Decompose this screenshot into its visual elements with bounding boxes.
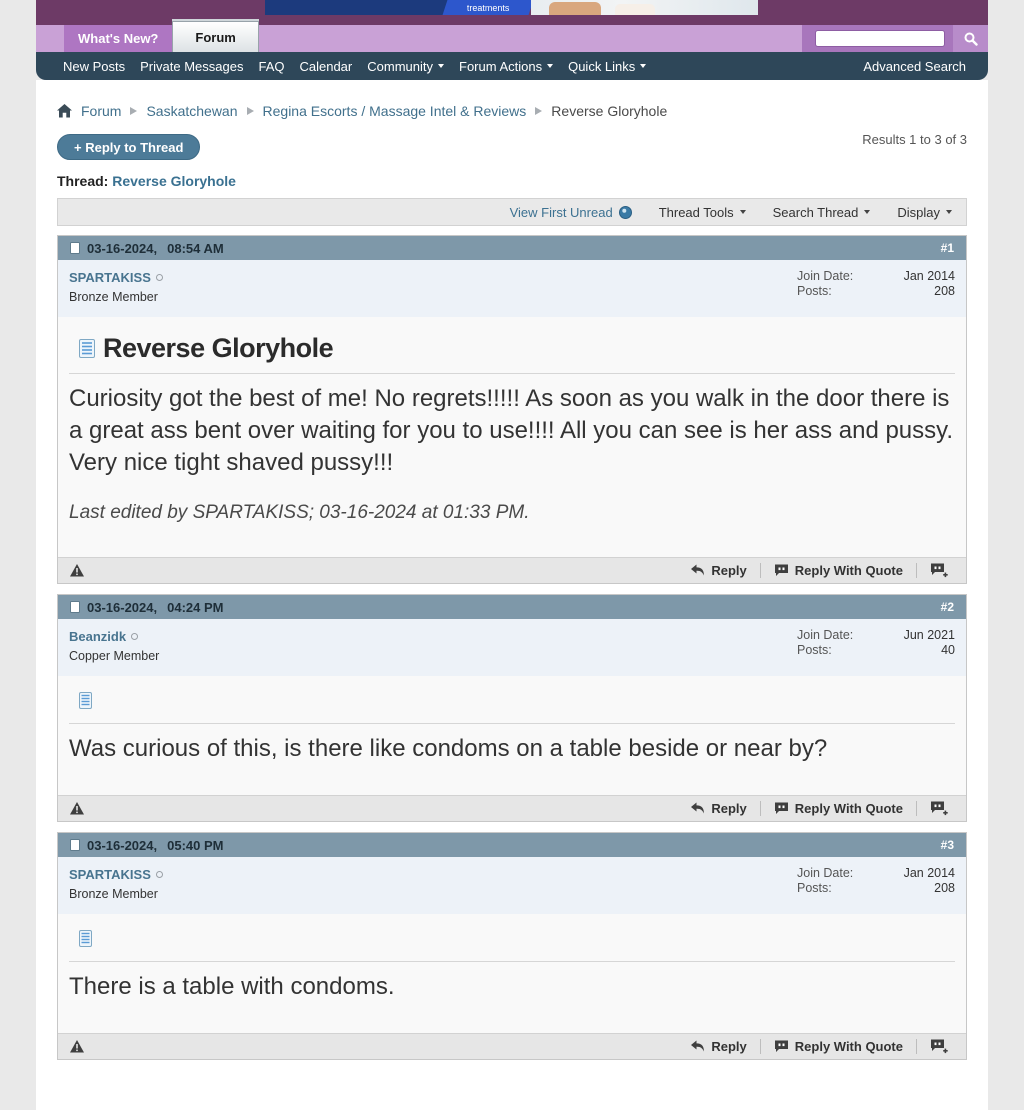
nav-calendar-label: Calendar: [299, 58, 353, 74]
divider: [760, 801, 761, 816]
nav-forum-actions-label: Forum Actions: [459, 58, 543, 74]
post-document-icon: [79, 339, 95, 358]
join-date-label: Join Date:: [797, 269, 854, 283]
thread-title-line: [57, 173, 967, 189]
reply-label: Reply: [711, 563, 747, 578]
breadcrumb-separator-icon: [535, 107, 542, 115]
join-date-value: Jan 2014: [903, 866, 955, 880]
banner-photo: [531, 0, 758, 15]
post-time: 04:24 PM: [167, 599, 224, 615]
post-2-body: [58, 676, 966, 795]
reply-button[interactable]: [690, 801, 746, 816]
reply-arrow-icon: [690, 564, 705, 577]
display-label: Display: [897, 204, 940, 220]
nav-quick-links-dropdown[interactable]: [568, 59, 646, 74]
nav-private-messages-label: Private Messages: [140, 58, 244, 74]
nav-new-posts-label: New Posts: [63, 58, 126, 74]
post-title-row: [79, 333, 955, 364]
stat-row: [797, 643, 955, 658]
reply-with-quote-label: Reply With Quote: [794, 1039, 903, 1054]
chevron-down-icon: [640, 64, 646, 68]
post-date-icon: [70, 601, 80, 613]
post-date-icon: [70, 242, 80, 254]
warning-triangle-icon: [70, 564, 84, 577]
join-date-label: Join Date:: [797, 866, 854, 880]
chevron-down-icon: [547, 64, 553, 68]
posts-count-value: 208: [934, 284, 955, 298]
quote-bubble-icon: [774, 802, 789, 815]
search-thread-label: Search Thread: [772, 204, 859, 220]
warning-triangle-icon: [70, 802, 84, 815]
home-icon[interactable]: [57, 104, 72, 118]
post-3-header: [58, 833, 966, 857]
nav-advanced-search[interactable]: [863, 59, 966, 74]
post-1-header: [58, 236, 966, 260]
post-2-header: [58, 595, 966, 619]
first-unread-icon: [619, 206, 632, 219]
post-1-userinfo: [58, 260, 966, 317]
post-2-userinfo: [58, 619, 966, 676]
report-post-button[interactable]: [70, 802, 84, 815]
display-dropdown[interactable]: [897, 205, 952, 220]
reply-with-quote-button[interactable]: [774, 563, 903, 578]
view-first-unread-label: View First Unread: [509, 204, 613, 220]
stat-row: [797, 284, 955, 299]
report-post-button[interactable]: [70, 1040, 84, 1053]
main-tab-bar: [36, 25, 988, 52]
post-1: [57, 235, 967, 584]
multi-quote-button[interactable]: [930, 1039, 954, 1054]
banner-text: treatments: [466, 2, 510, 13]
thread-tools-label: Thread Tools: [658, 204, 734, 220]
username-link[interactable]: SPARTAKISS: [69, 270, 151, 285]
banner-left-panel: [265, 0, 453, 15]
post-2-footer: [58, 795, 966, 821]
multi-quote-button[interactable]: [930, 563, 954, 578]
user-block: [69, 628, 159, 663]
thread-tools-dropdown[interactable]: [659, 205, 746, 220]
post-title: Reverse Gloryhole: [103, 333, 334, 363]
divider: [916, 801, 917, 816]
join-date-value: Jun 2021: [903, 628, 955, 642]
post-time: 05:40 PM: [167, 837, 224, 853]
join-date-value: Jan 2014: [903, 269, 955, 283]
search-button[interactable]: [953, 25, 988, 52]
reply-row: [57, 134, 967, 161]
breadcrumb-separator-icon: [247, 107, 254, 115]
divider: [916, 563, 917, 578]
post-message: Curiosity got the best of me! No regrets!!!!! As soon as you walk in the door there is a great ass bent over waiting for you to use!!!! All you can see is her ass and pussy. Very nice tight shaved pussy!!!: [69, 385, 954, 476]
post-list: [57, 235, 967, 1060]
post-actions: [690, 1039, 954, 1054]
post-date: 03-16-2024,: [87, 240, 158, 256]
reply-arrow-icon: [690, 802, 705, 815]
nav-faq[interactable]: [258, 59, 284, 74]
user-stats: [797, 628, 955, 663]
stat-row: [797, 866, 955, 881]
chevron-down-icon: [740, 210, 746, 214]
search-icon: [964, 32, 978, 46]
search-thread-dropdown[interactable]: [773, 205, 871, 220]
nav-new-posts[interactable]: [63, 59, 125, 74]
navigation-bar: [36, 52, 988, 80]
multi-quote-button[interactable]: [930, 801, 954, 816]
user-rank: Copper Member: [69, 649, 160, 663]
thread-title-link[interactable]: Reverse Gloryhole: [112, 173, 236, 189]
nav-calendar[interactable]: [299, 59, 352, 74]
post-date: 03-16-2024,: [87, 837, 158, 853]
post-document-icon: [79, 930, 92, 947]
nav-private-messages[interactable]: [140, 59, 243, 74]
chevron-down-icon: [864, 210, 870, 214]
post-document-icon-row: [79, 692, 955, 714]
reply-with-quote-label: Reply With Quote: [794, 801, 903, 816]
divider: [69, 723, 955, 724]
user-stats: [797, 269, 955, 304]
user-block: [69, 269, 163, 304]
tab-forum[interactable]: [172, 21, 258, 52]
multi-quote-icon: [930, 1039, 948, 1054]
user-stats: [797, 866, 955, 901]
post-number-link[interactable]: #2: [940, 600, 954, 614]
results-count: Results 1 to 3 of 3: [862, 132, 967, 147]
divider: [760, 563, 761, 578]
reply-button[interactable]: [690, 1039, 746, 1054]
post-document-icon: [79, 692, 92, 709]
reply-with-quote-label: Reply With Quote: [794, 563, 903, 578]
reply-arrow-icon: [690, 1040, 705, 1053]
user-rank: Bronze Member: [69, 290, 158, 304]
post-actions: [690, 801, 954, 816]
chevron-down-icon: [946, 210, 952, 214]
posts-count-label: Posts:: [797, 643, 832, 657]
breadcrumb-link-saskatchewan[interactable]: Saskatchewan: [146, 103, 238, 119]
multi-quote-icon: [930, 801, 948, 816]
user-block: [69, 866, 163, 901]
multi-quote-icon: [930, 563, 948, 578]
site-header: [36, 0, 988, 80]
stat-row: [797, 628, 955, 643]
divider: [916, 1039, 917, 1054]
post-message: Was curious of this, is there like condoms on a table beside or near by?: [69, 735, 828, 762]
nav-forum-actions-dropdown[interactable]: [459, 59, 553, 74]
post-1-footer: [58, 557, 966, 583]
header-search-area: [802, 25, 988, 52]
reply-to-thread-button[interactable]: + Reply to Thread: [57, 134, 200, 160]
report-post-button[interactable]: [70, 564, 84, 577]
tab-whats-new-label: What's New?: [78, 31, 159, 46]
post-date: 03-16-2024,: [87, 599, 158, 615]
user-rank: Bronze Member: [69, 887, 158, 901]
username-link[interactable]: SPARTAKISS: [69, 867, 151, 882]
quote-bubble-icon: [774, 564, 789, 577]
chevron-down-icon: [438, 64, 444, 68]
post-actions: [690, 563, 954, 578]
view-first-unread-link[interactable]: [510, 205, 632, 220]
nav-advanced-search-label: Advanced Search: [863, 58, 966, 74]
reply-with-quote-button[interactable]: [774, 1039, 903, 1054]
user-status-icon: [156, 871, 163, 878]
breadcrumb-link-subforum[interactable]: Regina Escorts / Massage Intel & Reviews: [262, 103, 527, 119]
post-time: 08:54 AM: [167, 240, 224, 256]
divider: [69, 373, 955, 374]
post-3: [57, 832, 967, 1060]
reply-label: Reply: [711, 1039, 747, 1054]
posts-count-value: 208: [934, 881, 955, 895]
nav-community-dropdown[interactable]: [367, 59, 444, 74]
user-status-icon: [131, 633, 138, 640]
post-document-icon-row: [79, 930, 955, 952]
thread-label: Thread:: [57, 173, 109, 189]
breadcrumb-current: Reverse Gloryhole: [551, 103, 668, 119]
content-sheet: [36, 80, 988, 1110]
breadcrumb-link-forum[interactable]: Forum: [81, 103, 122, 119]
post-2: [57, 594, 967, 822]
nav-community-label: Community: [367, 58, 433, 74]
posts-count-label: Posts:: [797, 881, 832, 895]
posts-count-label: Posts:: [797, 284, 832, 298]
divider: [69, 961, 955, 962]
user-status-icon: [156, 274, 163, 281]
username-link[interactable]: Beanzidk: [69, 629, 127, 644]
post-1-body: [58, 317, 966, 557]
post-message: There is a table with condoms.: [69, 973, 395, 1000]
advertisement-banner[interactable]: [265, 0, 758, 15]
post-number-link[interactable]: #3: [940, 838, 954, 852]
last-edited-note: Last edited by SPARTAKISS; 03-16-2024 at 01:33 PM.: [69, 502, 530, 523]
breadcrumb: [57, 103, 967, 119]
post-3-body: [58, 914, 966, 1033]
posts-count-value: 40: [941, 643, 955, 657]
thread-toolbar: [57, 198, 967, 226]
nav-faq-label: FAQ: [258, 58, 285, 74]
reply-label: Reply: [711, 801, 747, 816]
tab-forum-label: Forum: [195, 29, 236, 45]
stat-row: [797, 881, 955, 896]
post-3-footer: [58, 1033, 966, 1059]
quote-bubble-icon: [774, 1040, 789, 1053]
reply-button[interactable]: [690, 563, 746, 578]
divider: [760, 1039, 761, 1054]
nav-quick-links-label: Quick Links: [568, 58, 636, 74]
join-date-label: Join Date:: [797, 628, 854, 642]
reply-with-quote-button[interactable]: [774, 801, 903, 816]
search-input[interactable]: [815, 30, 945, 47]
banner-text-panel: [443, 0, 534, 15]
post-3-userinfo: [58, 857, 966, 914]
tab-whats-new[interactable]: [64, 25, 172, 52]
warning-triangle-icon: [70, 1040, 84, 1053]
post-date-icon: [70, 839, 80, 851]
breadcrumb-separator-icon: [130, 107, 137, 115]
post-number-link[interactable]: #1: [940, 241, 954, 255]
forum-page: [36, 0, 988, 1110]
stat-row: [797, 269, 955, 284]
